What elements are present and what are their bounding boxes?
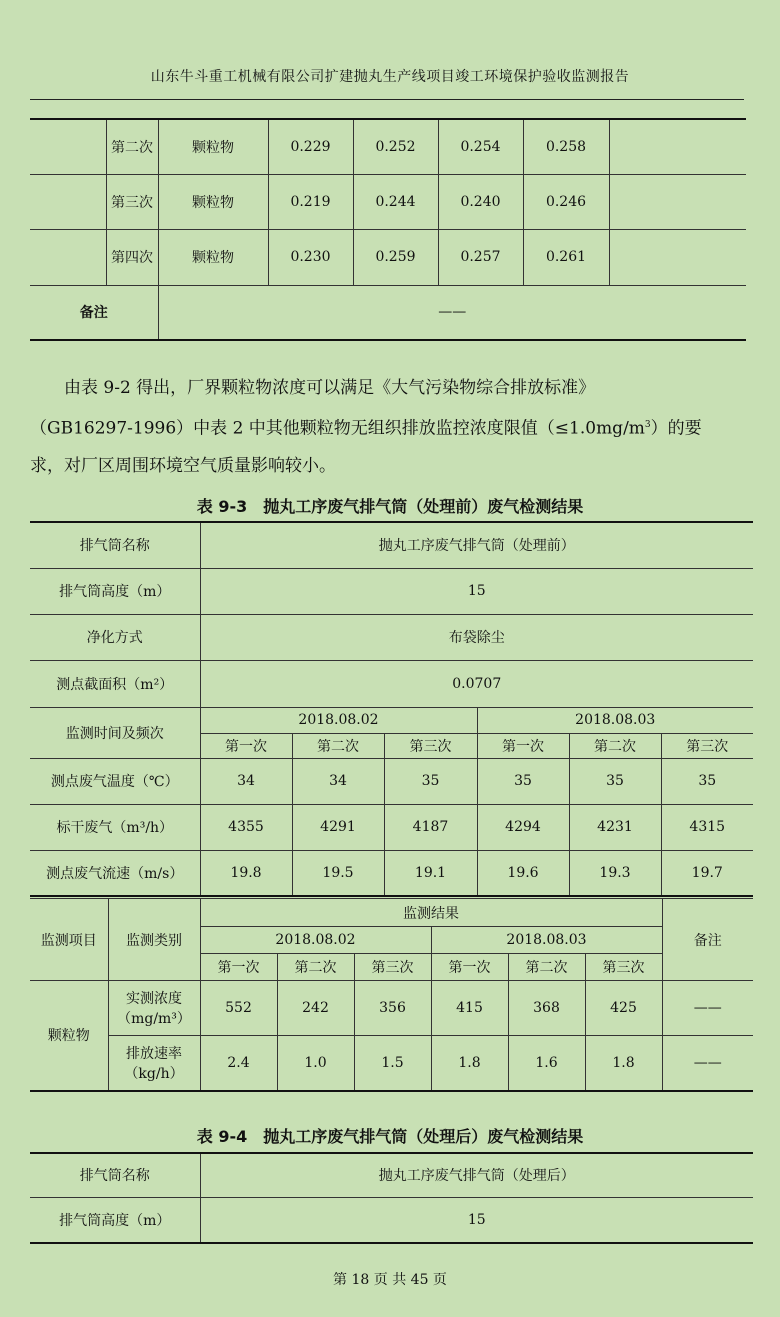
freq-header: 第一次 xyxy=(431,954,508,981)
table-row xyxy=(30,899,753,927)
value-cell: 19.8 xyxy=(200,850,292,896)
paragraph-text: ）的要 xyxy=(650,418,702,439)
value-cell: 1.8 xyxy=(585,1036,662,1091)
round-label: 第三次 xyxy=(106,174,158,229)
remark-cell: —— xyxy=(662,1036,753,1091)
item-header: 监测项目 xyxy=(30,899,108,981)
value-cell: 356 xyxy=(354,981,431,1036)
remark-value: —— xyxy=(158,285,746,340)
value-cell: 415 xyxy=(431,981,508,1036)
value-cell: 1.8 xyxy=(431,1036,508,1091)
value-cell: 35 xyxy=(384,758,477,804)
table-row xyxy=(30,660,753,707)
freq-header: 第二次 xyxy=(292,733,384,758)
value-cell: 19.1 xyxy=(384,850,477,896)
value-cell: 368 xyxy=(508,981,585,1036)
superscript: 3 xyxy=(644,420,651,430)
value-cell: 35 xyxy=(477,758,569,804)
speed-label: 测点废气流速（m/s） xyxy=(30,850,200,896)
temp-label: 测点废气温度（℃） xyxy=(30,758,200,804)
blank-cell xyxy=(30,229,106,285)
table-row xyxy=(30,1153,753,1197)
type-header: 监测类别 xyxy=(108,899,200,981)
table-row xyxy=(30,1197,753,1243)
value-cell: 4315 xyxy=(661,804,753,850)
blank-cell xyxy=(30,119,106,174)
value-cell: 425 xyxy=(585,981,662,1036)
purification-label: 净化方式 xyxy=(30,614,200,660)
table-9-4-caption: 表 9-4 抛丸工序废气排气筒（处理后）废气检测结果 xyxy=(196,1127,584,1146)
date-header: 2018.08.03 xyxy=(431,927,662,954)
value-cell: 552 xyxy=(200,981,277,1036)
flow-label: 标干废气（m³/h） xyxy=(30,804,200,850)
freq-header: 第二次 xyxy=(277,954,354,981)
purification-value: 布袋除尘 xyxy=(200,614,753,660)
value-cell: 19.6 xyxy=(477,850,569,896)
blank-cell xyxy=(609,119,746,174)
paragraph-line: 由表 9-2 得出，厂界颗粒物浓度可以满足《大气污染物综合排放标准》 xyxy=(64,378,596,398)
blank-cell xyxy=(609,174,746,229)
table-9-2-continuation xyxy=(30,118,746,341)
value-cell: 34 xyxy=(292,758,384,804)
date-header: 2018.08.02 xyxy=(200,707,477,733)
rate-label-line: 排放速率 xyxy=(126,1045,182,1062)
result-header: 监测结果 xyxy=(200,899,662,927)
table-row xyxy=(30,522,753,568)
value-cell: 2.4 xyxy=(200,1036,277,1091)
value-cell: 0.254 xyxy=(438,119,523,174)
table-9-3-caption: 表 9-3 抛丸工序废气排气筒（处理前）废气检测结果 xyxy=(196,497,584,516)
remark-header: 备注 xyxy=(662,899,753,981)
rate-label-line: （kg/h） xyxy=(124,1065,184,1082)
paragraph-line xyxy=(30,407,746,448)
table-row xyxy=(30,707,753,733)
remark-label: 备注 xyxy=(30,285,158,340)
stack-height-value: 15 xyxy=(200,568,753,614)
pollutant-cell: 颗粒物 xyxy=(30,981,108,1091)
value-cell: 0.244 xyxy=(353,174,438,229)
value-cell: 0.258 xyxy=(523,119,609,174)
value-cell: 0.259 xyxy=(353,229,438,285)
table-9-4 xyxy=(30,1152,753,1244)
value-cell: 4355 xyxy=(200,804,292,850)
value-cell: 1.0 xyxy=(277,1036,354,1091)
value-cell: 0.219 xyxy=(268,174,353,229)
round-label: 第二次 xyxy=(106,119,158,174)
value-cell: 0.252 xyxy=(353,119,438,174)
blank-cell xyxy=(30,174,106,229)
value-cell: 0.261 xyxy=(523,229,609,285)
freq-header: 第一次 xyxy=(200,733,292,758)
table-9-3 xyxy=(30,521,753,897)
value-cell: 1.6 xyxy=(508,1036,585,1091)
value-cell: 35 xyxy=(661,758,753,804)
table-row xyxy=(30,229,746,285)
paragraph-text: （GB16297-1996）中表 2 中其他颗粒物无组织排放监控浓度限值（≤1.0mg/m xyxy=(30,418,645,439)
header-divider xyxy=(30,99,744,100)
value-cell: 1.5 xyxy=(354,1036,431,1091)
value-cell: 0.257 xyxy=(438,229,523,285)
conclusion-paragraph xyxy=(30,370,746,485)
stack-name-value: 抛丸工序废气排气筒（处理前） xyxy=(200,522,753,568)
pollutant-cell: 颗粒物 xyxy=(158,174,268,229)
value-cell: 0.229 xyxy=(268,119,353,174)
value-cell: 4187 xyxy=(384,804,477,850)
page-number: 第 18 页 共 45 页 xyxy=(333,1272,447,1288)
value-cell: 35 xyxy=(569,758,661,804)
freq-header: 第二次 xyxy=(569,733,661,758)
freq-header: 第二次 xyxy=(508,954,585,981)
freq-header: 第三次 xyxy=(661,733,753,758)
round-label: 第四次 xyxy=(106,229,158,285)
conc-label xyxy=(108,981,200,1036)
table-row xyxy=(30,568,753,614)
table-row xyxy=(30,1036,753,1091)
table-row xyxy=(30,850,753,896)
remark-cell: —— xyxy=(662,981,753,1036)
table-row xyxy=(30,804,753,850)
freq-header: 第三次 xyxy=(354,954,431,981)
remark-row xyxy=(30,285,746,340)
date-header: 2018.08.02 xyxy=(200,927,431,954)
table-row xyxy=(30,614,753,660)
stack-name-label: 排气筒名称 xyxy=(30,522,200,568)
value-cell: 0.230 xyxy=(268,229,353,285)
pollutant-cell: 颗粒物 xyxy=(158,229,268,285)
report-header: 山东牛斗重工机械有限公司扩建抛丸生产线项目竣工环境保护验收监测报告 xyxy=(150,69,630,85)
value-cell: 4294 xyxy=(477,804,569,850)
value-cell: 34 xyxy=(200,758,292,804)
conc-label-line: （mg/m³） xyxy=(117,1011,191,1027)
date-header: 2018.08.03 xyxy=(477,707,753,733)
time-label: 监测时间及频次 xyxy=(30,707,200,758)
stack-height-label: 排气筒高度（m） xyxy=(30,1197,200,1243)
freq-header: 第一次 xyxy=(200,954,277,981)
paragraph-line: 求，对厂区周围环境空气质量影响较小。 xyxy=(30,455,336,476)
value-cell: 0.240 xyxy=(438,174,523,229)
conc-label-line: 实测浓度 xyxy=(126,991,182,1007)
value-cell: 242 xyxy=(277,981,354,1036)
table-row xyxy=(30,981,753,1036)
value-cell: 19.7 xyxy=(661,850,753,896)
freq-header: 第三次 xyxy=(585,954,662,981)
value-cell: 4291 xyxy=(292,804,384,850)
table-row xyxy=(30,119,746,174)
blank-cell xyxy=(609,229,746,285)
value-cell: 19.3 xyxy=(569,850,661,896)
value-cell: 4231 xyxy=(569,804,661,850)
freq-header: 第一次 xyxy=(477,733,569,758)
rate-label xyxy=(108,1036,200,1091)
stack-height-label: 排气筒高度（m） xyxy=(30,568,200,614)
table-row xyxy=(30,758,753,804)
area-value: 0.0707 xyxy=(200,660,753,707)
stack-name-label: 排气筒名称 xyxy=(30,1153,200,1197)
value-cell: 0.246 xyxy=(523,174,609,229)
area-label: 测点截面积（m²） xyxy=(30,660,200,707)
stack-height-value: 15 xyxy=(200,1197,753,1243)
table-9-3-results xyxy=(30,898,753,1092)
table-row xyxy=(30,174,746,229)
stack-name-value: 抛丸工序废气排气筒（处理后） xyxy=(200,1153,753,1197)
pollutant-cell: 颗粒物 xyxy=(158,119,268,174)
freq-header: 第三次 xyxy=(384,733,477,758)
value-cell: 19.5 xyxy=(292,850,384,896)
